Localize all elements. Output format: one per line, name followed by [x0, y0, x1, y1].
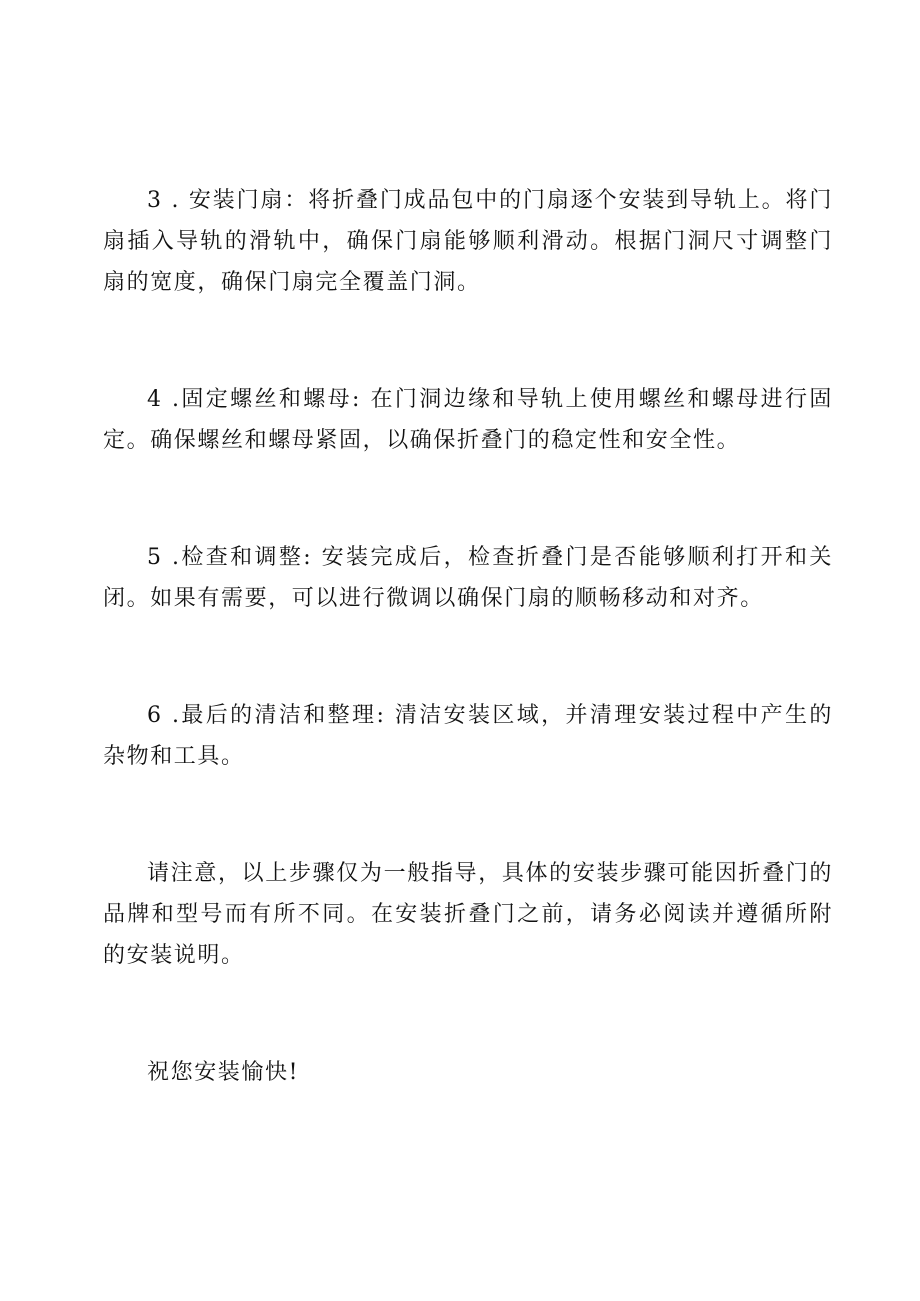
note-paragraph: 请注意，以上步骤仅为一般指导，具体的安装步骤可能因折叠门的品牌和型号而有所不同。在安装折叠门之前，请务必阅读并遵循所附的安装说明。 [103, 861, 833, 968]
step-4-paragraph: 4 .固定螺丝和螺母: 在门洞边缘和导轨上使用螺丝和螺母进行固定。确保螺丝和螺母紧固，以确保折叠门的稳定性和安全性。 [103, 387, 833, 453]
closing-line: 祝您安装愉快! [147, 1060, 300, 1085]
step-5-paragraph: 5 .检查和调整: 安装完成后，检查折叠门是否能够顺利打开和关闭。如果有需要，可以进行微调以确保门扇的顺畅移动和对齐。 [103, 545, 833, 611]
step-6-paragraph: 6 .最后的清洁和整理: 清洁安装区域，并清理安装过程中产生的杂物和工具。 [103, 703, 833, 769]
document-body [103, 180, 833, 1169]
step-3-paragraph: 3 . 安装门扇：将折叠门成品包中的门扇逐个安装到导轨上。将门扇插入导轨的滑轨中，确保门扇能够顺利滑动。根据门洞尺寸调整门扇的宽度，确保门扇完全覆盖门洞。 [103, 188, 833, 295]
